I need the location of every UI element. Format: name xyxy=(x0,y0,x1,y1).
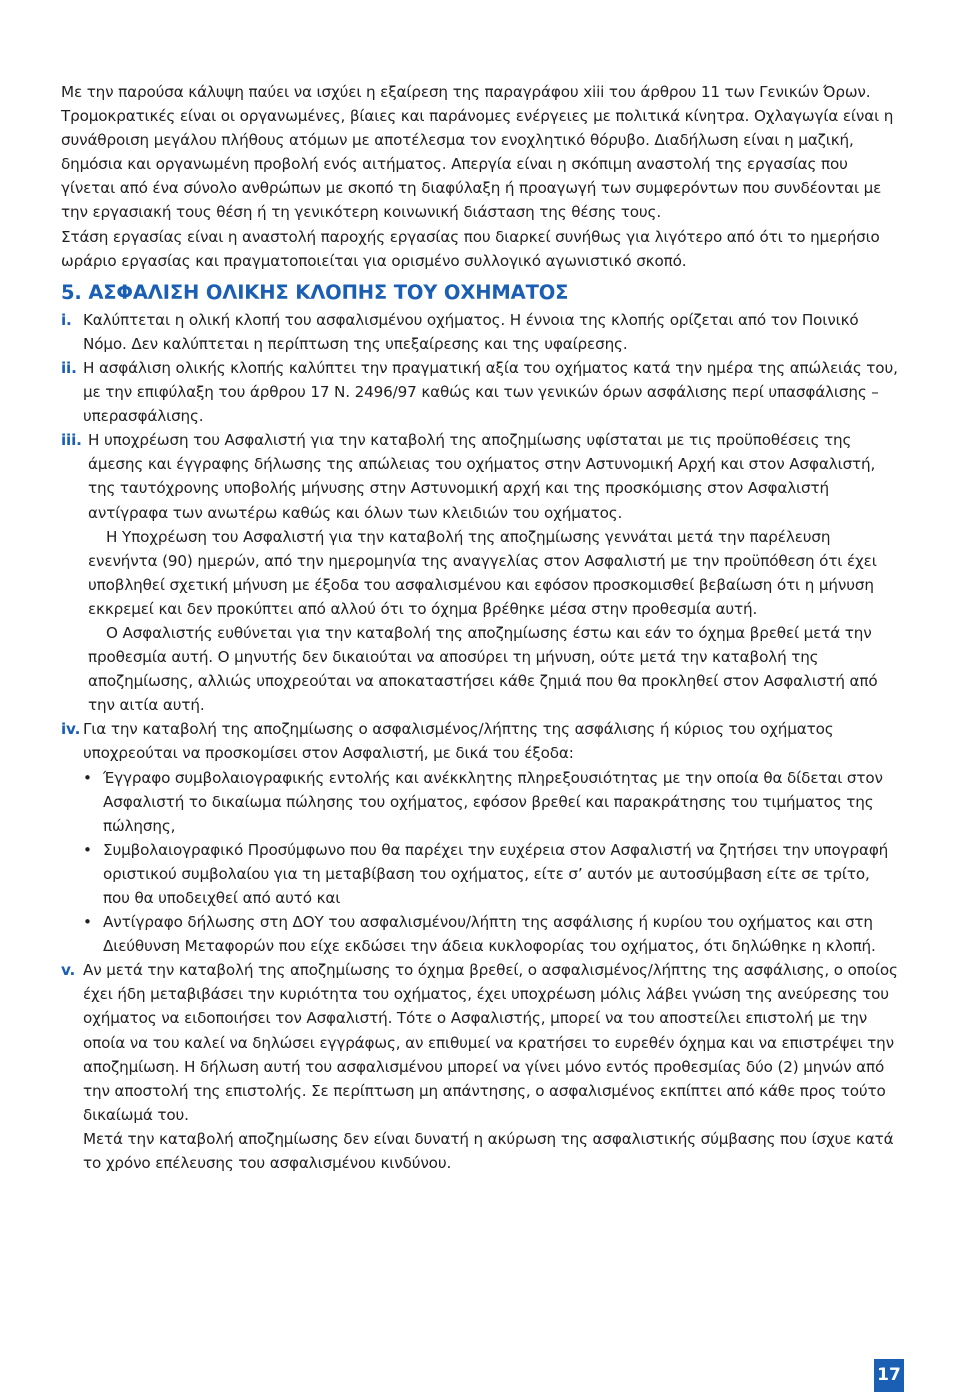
list-item xyxy=(61,910,901,958)
clause-iii-number: iii. xyxy=(61,431,82,450)
clause-iv-number: iv. xyxy=(61,720,81,739)
clause-i xyxy=(61,308,901,356)
bullet-text: Έγγραφο συμβολαιογραφικής εντολής και ανέκκλητης πληρεξουσιότητας με την οποία θα δίδεται στον Ασφαλιστή το δικαίωμα πώλησης του οχήματος, εφόσον βρεθεί και παρακράτησης του τιμήματος της πώλησης, xyxy=(103,768,883,835)
intro-paragraph-2: Τρομοκρατικές είναι οι οργανωμένες, βίαιες και παράνομες ενέργειες με πολιτικά κίνητρα. Οχλαγωγία είναι η συνάθροιση μεγάλου πλήθους ατόμων με αποτέλεσμα τον ενοχλητικό θόρυβο. Διαδήλωση είναι η μαζική, δημόσια και οργανωμένη προβολή ενός αιτήματος. Απεργία είναι η σκόπιμη αναστολή της εργασίας που γίνεται από ένα σύνολο ανθρώπων με σκοπό τη διαφύλαξη ή προαγωγή των συμφερόντων που συνδέονται με την εργασιακή τους θέση ή τη γενικότερη κοινωνική διάσταση της θέσης τους. xyxy=(61,107,894,222)
list-item xyxy=(61,838,901,910)
clause-iii xyxy=(61,428,901,524)
clause-ii-text: Η ασφάλιση ολικής κλοπής καλύπτει την πραγματική αξία του οχήματος κατά την ημέρα της απώλειάς του, με την επιφύλαξη του άρθρου 17 Ν. 2496/97 καθώς και των γενικών όρων ασφάλισης περί υπασφάλισης – υπερασφάλισης. xyxy=(83,358,898,426)
clause-i-number: i. xyxy=(61,310,72,329)
list-item xyxy=(61,766,901,838)
clause-v xyxy=(61,958,901,1127)
bullet-icon: • xyxy=(83,840,92,859)
bullet-text: Συμβολαιογραφικό Προσύμφωνο που θα παρέχει την ευχέρεια στον Ασφαλιστή να ζητήσει την υπογραφή οριστικού συμβολαίου για τη μεταβίβαση του οχήματος, είτε σ’ αυτόν με αυτοσύμβαση είτε σε τρίτο, που θα υποδειχθεί από αυτό και xyxy=(103,840,889,907)
bullet-icon: • xyxy=(83,768,92,787)
clause-v-paragraph-2 xyxy=(83,1127,901,1175)
clause-v-text: Αν μετά την καταβολή της αποζημίωσης το όχημα βρεθεί, ο ασφαλισμένος/λήπτης της ασφάλισης, ο οποίος έχει ήδη μεταβιβάσει την κυριότητα του οχήματος, έχει υποχρέωση μόλις λάβει γνώση της ανεύρεσης του οχήματος να ειδοποιήσει τον Ασφαλιστή. Τότε ο Ασφαλιστής, μπορεί να του αποστείλει επιστολή με την οποία να του καλεί να δηλώσει εγγράφως, αν επιθυμεί να κρατήσει το ευρεθέν όχημα και να επιστρέψει την αποζημίωση. Η δήλωση αυτή του ασφαλισμένου μπορεί να γίνει μόνο εντός προθεσμίας δύο (2) μηνών από την αποστολή της επιστολής. Σε περίπτωση μη απάντησης, ο ασφαλισμένος εκπίπτει από κάθε προς τούτο δικαίωμά του. xyxy=(83,961,898,1124)
clause-ii-number: ii. xyxy=(61,358,77,377)
clause-iii-paragraph-3: Ο Ασφαλιστής ευθύνεται για την καταβολή της αποζημίωσης έστω και εάν το όχημα βρεθεί μετά την προθεσμία αυτή. Ο μηνυτής δεν δικαιούται να αποσύρει τη μήνυση, ούτε μετά την καταβολή της αποζημίωσης, αλλιώς υποχρεούται να αποκαταστήσει κάθε ζημιά που θα προκληθεί στον Ασφαλιστή από την αιτία αυτή. xyxy=(88,623,878,715)
clause-iii-text: Η υποχρέωση του Ασφαλιστή για την καταβολή της αποζημίωσης υφίσταται με τις προϋποθέσεις της άμεσης και έγγραφης δήλωσης της απώλειας του οχήματος στην Αστυνομική Αρχή και στον Ασφαλιστή, της ταυτόχρονης υποβολής μήνυσης στην Αστυνομική αρχή και της προσκόμισης στον Ασφαλιστή αντίγραφα των ανωτέρω καθώς και όλων των κλειδιών του οχήματος. xyxy=(88,431,876,522)
intro-paragraph-3: Στάση εργασίας είναι η αναστολή παροχής εργασίας που διαρκεί συνήθως για λιγότερο από ότι το ημερήσιο ωράριο εργασίας και πραγματοποιείται για ορισμένο συλλογικό αγωνιστικό σκοπό. xyxy=(61,227,880,270)
page-number: 17 xyxy=(874,1359,904,1392)
document-body xyxy=(61,80,901,1175)
clause-iv xyxy=(61,717,901,765)
clause-iv-text: Για την καταβολή της αποζημίωσης ο ασφαλισμένος/λήπτης της ασφάλισης ή κύριος του οχήματος υποχρεούται να προσκομίσει στον Ασφαλιστή, με δικά του έξοδα: xyxy=(83,720,834,763)
section-heading: 5. ΑΣΦΑΛΙΣΗ ΟΛΙΚΗΣ ΚΛΟΠΗΣ ΤΟΥ ΟΧΗΜΑΤΟΣ xyxy=(61,280,569,304)
clause-ii xyxy=(61,356,901,428)
bullet-icon: • xyxy=(83,913,92,932)
clause-v-paragraph-2-text: Μετά την καταβολή αποζημίωσης δεν είναι δυνατή η ακύρωση της ασφαλιστικής σύμβασης που ίσχυε κατά το χρόνο επέλευσης του ασφαλισμένου κινδύνου. xyxy=(83,1129,894,1173)
bullet-text: Αντίγραφο δήλωσης στη ΔΟΥ του ασφαλισμένου/λήπτη της ασφάλισης ή κυρίου του οχήματος και στη Διεύθυνση Μεταφορών που είχε εκδώσει την άδεια κυκλοφορίας του οχήματος, ότι δηλώθηκε η κλοπή. xyxy=(103,913,876,956)
clause-iii-paragraph-2: Η Υποχρέωση του Ασφαλιστή για την καταβολή της αποζημίωσης γεννάται μετά την παρέλευση ενενήντα (90) ημερών, από την ημερομηνία της αναγγελίας στον Ασφαλιστή με την προϋπόθεση ότι έχει υποβληθεί σχετική μήνυση με έξοδα του ασφαλισμένου και εφόσον προσκομισθεί βεβαίωση ότι η μήνυση εκκρεμεί και δεν προκύπτει από αλλού ότι το όχημα βρέθηκε μέσα στην προθεσμία αυτή. xyxy=(88,527,877,618)
intro-paragraph-1: Με την παρούσα κάλυψη παύει να ισχύει η εξαίρεση της παραγράφου xiii του άρθρου 11 των Γενικών Όρων. xyxy=(61,83,871,101)
clause-v-number: v. xyxy=(61,961,76,980)
clause-i-text: Καλύπτεται η ολική κλοπή του ασφαλισμένου οχήματος. Η έννοια της κλοπής ορίζεται από τον Ποινικό Νόμο. Δεν καλύπτεται η περίπτωση της υπεξαίρεσης και της υφαίρεσης. xyxy=(83,310,859,353)
